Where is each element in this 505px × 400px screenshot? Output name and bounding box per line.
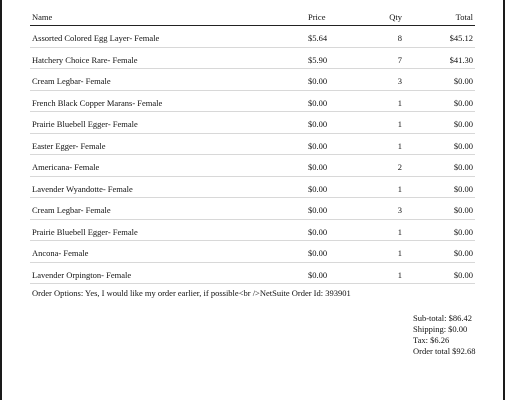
item-name: Cream Legbar- Female: [32, 76, 111, 86]
table-row: [30, 177, 475, 199]
table-row: [30, 155, 475, 177]
table-row: [30, 134, 475, 156]
item-total: $0.00: [453, 183, 473, 194]
item-total: $0.00: [453, 119, 473, 129]
item-total: $0.00: [453, 162, 473, 172]
item-price: $0.00: [308, 76, 328, 86]
order-options-text: Order Options: Yes, I would like my order earlier, if possible<br />NetSuite Order Id: 393901: [32, 288, 351, 298]
item-name: Assorted Colored Egg Layer- Female: [32, 33, 160, 43]
table-row: [30, 241, 475, 263]
item-total: $0.00: [453, 248, 473, 258]
item-name: Ancona- Female: [32, 248, 89, 258]
item-qty: 1: [397, 183, 402, 194]
table-header-row: [30, 6, 475, 26]
header-total: Total: [455, 12, 473, 22]
item-name: Americana- Female: [32, 162, 100, 172]
item-total: $0.00: [453, 97, 473, 108]
item-price: $0.00: [308, 119, 328, 129]
table-row: [30, 26, 475, 48]
order-total-line: Order total $92.68: [413, 346, 476, 356]
order-totals: [413, 313, 476, 357]
table-row: [30, 263, 475, 285]
item-price: $0.00: [308, 248, 328, 258]
table-row: [30, 220, 475, 242]
item-price: $0.00: [308, 205, 328, 215]
item-price: $5.64: [308, 33, 328, 43]
item-total: $0.00: [453, 269, 473, 280]
item-qty: 1: [397, 140, 402, 151]
item-qty: 8: [397, 33, 402, 43]
item-price: $0.00: [308, 97, 328, 108]
item-price: $5.90: [308, 54, 328, 65]
item-price: $0.00: [308, 226, 328, 237]
item-price: $0.00: [308, 140, 328, 151]
shipping-line: Shipping: $0.00: [413, 324, 468, 334]
item-qty: 3: [397, 76, 402, 86]
item-qty: 1: [397, 97, 402, 108]
table-row: [30, 91, 475, 113]
item-total: $0.00: [453, 140, 473, 151]
header-price: Price: [308, 12, 326, 22]
item-qty: 2: [397, 162, 402, 172]
table-row: [30, 198, 475, 220]
tax-line: Tax: $6.26: [413, 335, 450, 345]
item-qty: 7: [397, 54, 402, 65]
order-items-table: [30, 6, 475, 284]
header-name: Name: [32, 12, 53, 22]
table-row: [30, 112, 475, 134]
item-qty: 1: [397, 226, 402, 237]
item-total: $0.00: [453, 205, 473, 215]
item-name: Lavender Orpington- Female: [32, 269, 132, 280]
item-name: Hatchery Choice Rare- Female: [32, 54, 138, 65]
item-price: $0.00: [308, 269, 328, 280]
item-name: Prairie Bluebell Egger- Female: [32, 119, 138, 129]
item-total: $41.30: [449, 54, 473, 65]
item-total: $0.00: [453, 226, 473, 237]
table-row: [30, 69, 475, 91]
item-name: Cream Legbar- Female: [32, 205, 111, 215]
item-qty: 1: [397, 119, 402, 129]
item-qty: 1: [397, 248, 402, 258]
table-row: [30, 48, 475, 70]
item-total: $0.00: [453, 76, 473, 86]
subtotal-line: Sub-total: $86.42: [413, 313, 473, 323]
item-price: $0.00: [308, 162, 328, 172]
item-name: Easter Egger- Female: [32, 140, 106, 151]
item-name: Lavender Wyandotte- Female: [32, 183, 133, 194]
table-body: [30, 26, 475, 284]
item-qty: 1: [397, 269, 402, 280]
item-total: $45.12: [449, 33, 473, 43]
header-qty: Qty: [389, 12, 402, 22]
item-qty: 3: [397, 205, 402, 215]
item-name: Prairie Bluebell Egger- Female: [32, 226, 138, 237]
item-price: $0.00: [308, 183, 328, 194]
item-name: French Black Copper Marans- Female: [32, 97, 163, 108]
